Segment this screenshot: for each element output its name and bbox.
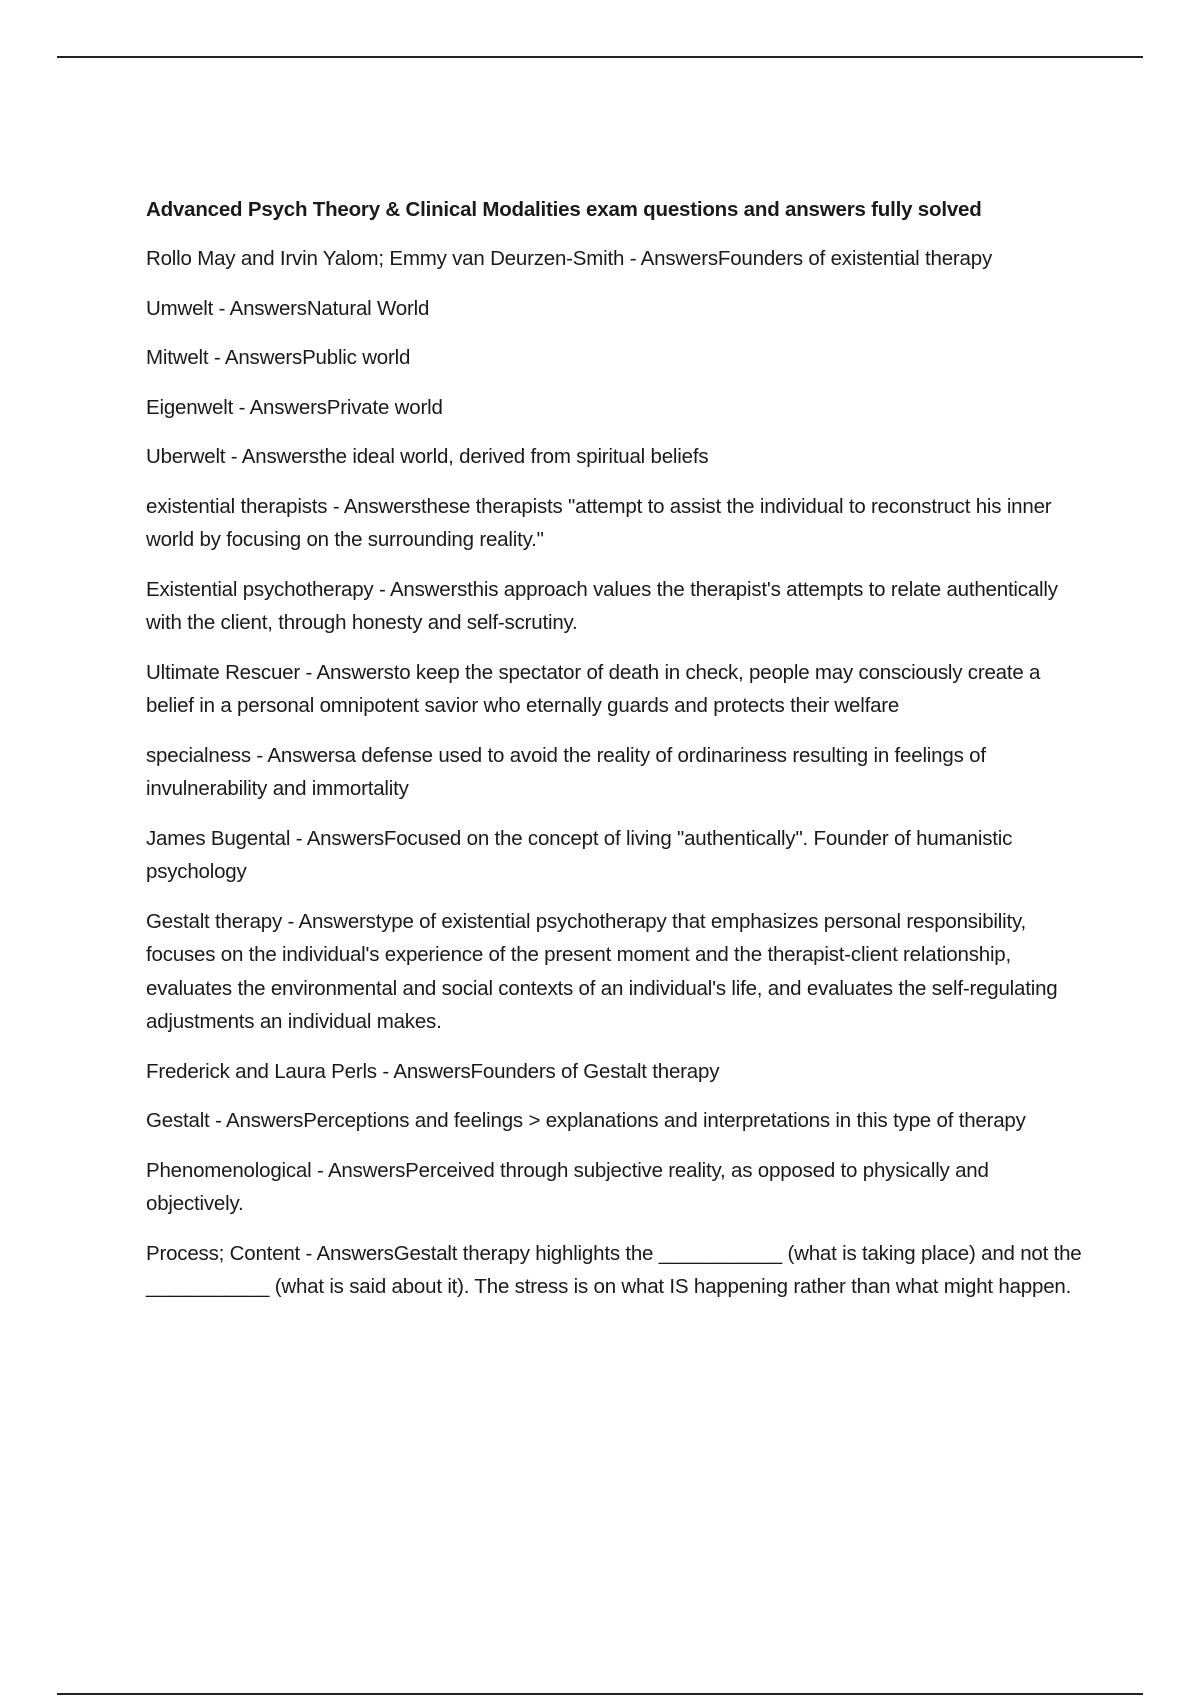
qa-entry: Process; Content - AnswersGestalt therapy highlights the ___________ (what is taking place) and not the ___________ (what is said about it). The stress is on what IS happening rather than what might happen. bbox=[146, 1241, 1082, 1298]
qa-entry: Frederick and Laura Perls - AnswersFounders of Gestalt therapy bbox=[146, 1059, 720, 1083]
qa-entry: existential therapists - Answersthese therapists "attempt to assist the individual to reconstruct his inner world by focusing on the surrounding reality." bbox=[146, 494, 1052, 551]
qa-entry: Existential psychotherapy - Answersthis approach values the therapist's attempts to relate authentically with the client, through honesty and self-scrutiny. bbox=[146, 577, 1058, 634]
qa-entry: specialness - Answersa defense used to avoid the reality of ordinariness resulting in feelings of invulnerability and immortality bbox=[146, 743, 986, 800]
qa-entry: Umwelt - AnswersNatural World bbox=[146, 296, 430, 320]
footer-rule bbox=[57, 1693, 1143, 1695]
header-rule bbox=[57, 56, 1143, 58]
qa-entry: Uberwelt - Answersthe ideal world, derived from spiritual beliefs bbox=[146, 445, 709, 468]
qa-entry: Gestalt - AnswersPerceptions and feelings > explanations and interpretations in this type of therapy bbox=[146, 1109, 1026, 1132]
qa-entry: Eigenwelt - AnswersPrivate world bbox=[146, 395, 443, 419]
qa-entry: Phenomenological - AnswersPerceived through subjective reality, as opposed to physically and objectively. bbox=[146, 1158, 989, 1215]
document-title: Advanced Psych Theory & Clinical Modalities exam questions and answers fully solved bbox=[146, 198, 982, 221]
document-body bbox=[146, 196, 1086, 1320]
qa-entry: Gestalt therapy - Answerstype of existential psychotherapy that emphasizes personal responsibility, focuses on the individual's experience of the present moment and the therapist-client relationship, evaluates the environmental and social contexts of an individual's life, and evaluates the self-regulating adjustments an individual makes. bbox=[146, 909, 1058, 1033]
qa-entry: Ultimate Rescuer - Answersto keep the spectator of death in check, people may consciously create a belief in a personal omnipotent savior who eternally guards and protects their welfare bbox=[146, 660, 1041, 717]
qa-entry: Rollo May and Irvin Yalom; Emmy van Deurzen-Smith - AnswersFounders of existential therapy bbox=[146, 247, 993, 270]
qa-entry: Mitwelt - AnswersPublic world bbox=[146, 346, 411, 369]
qa-entry: James Bugental - AnswersFocused on the concept of living "authentically". Founder of humanistic psychology bbox=[146, 826, 1013, 883]
